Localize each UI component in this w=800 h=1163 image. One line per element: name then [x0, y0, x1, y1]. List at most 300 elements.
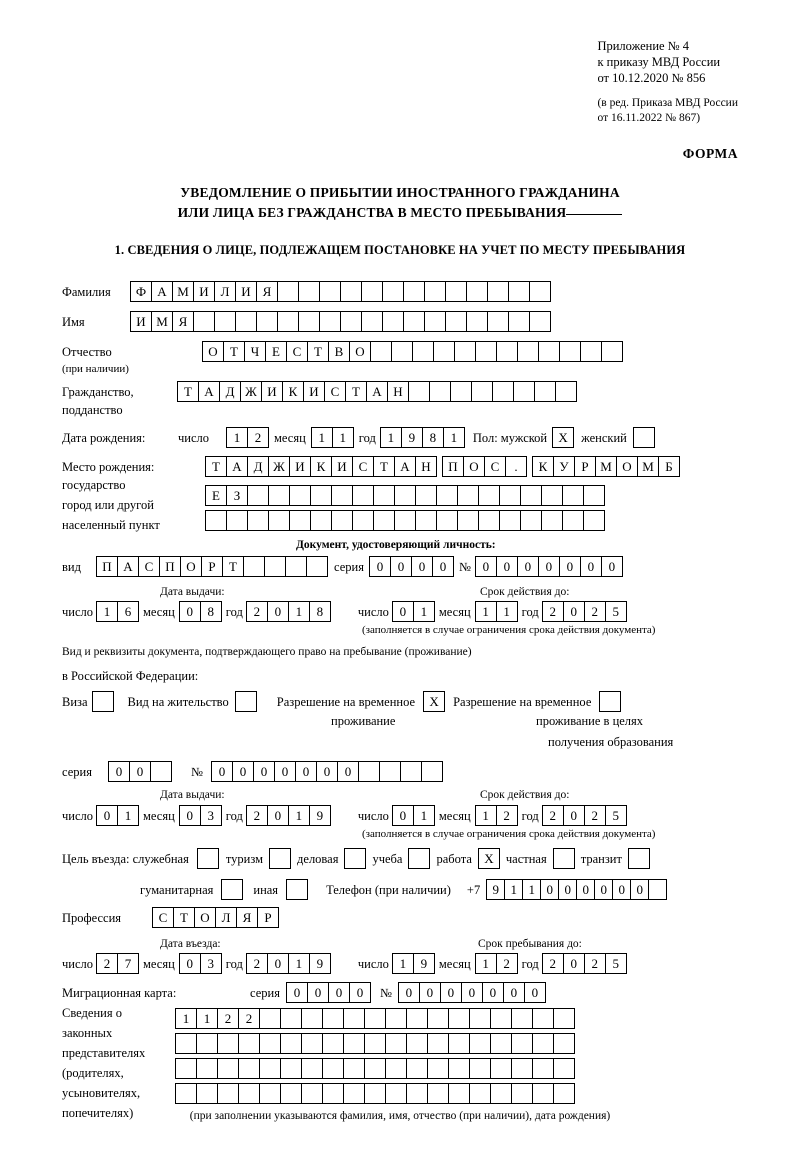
cell[interactable] — [361, 311, 383, 332]
doc-issue-year-input[interactable] — [246, 601, 330, 622]
purpose-service-checkbox[interactable] — [197, 848, 219, 869]
cell[interactable]: 0 — [337, 761, 359, 782]
stay-until-month-input[interactable] — [475, 953, 517, 974]
cell[interactable] — [364, 1033, 386, 1054]
patronymic-input[interactable] — [202, 341, 622, 362]
cell[interactable] — [448, 1058, 470, 1079]
cell[interactable] — [427, 1058, 449, 1079]
cell[interactable]: 0 — [563, 805, 585, 826]
cell[interactable] — [361, 281, 383, 302]
cell[interactable]: Е — [265, 341, 287, 362]
stay-until-day-input[interactable] — [392, 953, 434, 974]
cell[interactable] — [343, 1083, 365, 1104]
cell[interactable]: 0 — [267, 805, 289, 826]
cell[interactable] — [382, 311, 404, 332]
cell[interactable]: 0 — [316, 761, 338, 782]
cell[interactable]: С — [152, 907, 174, 928]
cell[interactable] — [280, 1008, 302, 1029]
cell[interactable]: 1 — [475, 805, 497, 826]
cell[interactable] — [238, 1083, 260, 1104]
cell[interactable]: 0 — [286, 982, 308, 1003]
cell[interactable] — [298, 281, 320, 302]
cell[interactable] — [499, 485, 521, 506]
cell[interactable] — [364, 1058, 386, 1079]
cell[interactable] — [394, 485, 416, 506]
purpose-business-checkbox[interactable] — [344, 848, 366, 869]
cell[interactable]: 0 — [563, 601, 585, 622]
legal-rep-line4-input[interactable] — [175, 1083, 574, 1104]
cell[interactable]: А — [394, 456, 416, 477]
cell[interactable]: 9 — [309, 953, 331, 974]
cell[interactable]: А — [198, 381, 220, 402]
cell[interactable] — [277, 281, 299, 302]
cell[interactable]: И — [235, 281, 257, 302]
cell[interactable]: Р — [201, 556, 223, 577]
cell[interactable]: У — [553, 456, 575, 477]
cell[interactable] — [268, 510, 290, 531]
cell[interactable] — [511, 1008, 533, 1029]
cell[interactable] — [415, 485, 437, 506]
cell[interactable]: Ж — [268, 456, 290, 477]
cell[interactable]: 2 — [238, 1008, 260, 1029]
cell[interactable] — [553, 1083, 575, 1104]
cell[interactable] — [469, 1033, 491, 1054]
cell[interactable] — [469, 1008, 491, 1029]
cell[interactable]: Т — [307, 341, 329, 362]
cell[interactable]: 0 — [538, 556, 560, 577]
cell[interactable]: 0 — [540, 879, 559, 900]
cell[interactable]: К — [282, 381, 304, 402]
cell[interactable]: Ф — [130, 281, 152, 302]
cell[interactable]: Т — [373, 456, 395, 477]
cell[interactable] — [553, 1058, 575, 1079]
cell[interactable] — [541, 510, 563, 531]
cell[interactable]: 1 — [392, 953, 414, 974]
doc-valid-year-input[interactable] — [542, 601, 626, 622]
cell[interactable]: 0 — [129, 761, 151, 782]
cell[interactable]: П — [442, 456, 464, 477]
cell[interactable] — [553, 1033, 575, 1054]
cell[interactable]: Т — [222, 556, 244, 577]
cell[interactable]: Л — [215, 907, 237, 928]
cell[interactable] — [196, 1058, 218, 1079]
cell[interactable]: К — [310, 456, 332, 477]
stay-until-year-input[interactable] — [542, 953, 626, 974]
cell[interactable] — [259, 1033, 281, 1054]
cell[interactable] — [238, 1033, 260, 1054]
cell[interactable] — [319, 311, 341, 332]
cell[interactable]: А — [366, 381, 388, 402]
cell[interactable]: К — [532, 456, 554, 477]
cell[interactable]: 0 — [108, 761, 130, 782]
cell[interactable] — [466, 311, 488, 332]
cell[interactable] — [226, 510, 248, 531]
cell[interactable]: 0 — [411, 556, 433, 577]
name-input[interactable] — [130, 311, 550, 332]
cell[interactable]: Р — [257, 907, 279, 928]
cell[interactable] — [421, 761, 443, 782]
cell[interactable] — [306, 556, 328, 577]
cell[interactable] — [471, 381, 493, 402]
purpose-private-checkbox[interactable] — [553, 848, 575, 869]
cell[interactable]: И — [331, 456, 353, 477]
cell[interactable]: С — [286, 341, 308, 362]
cell[interactable]: 0 — [503, 982, 525, 1003]
cell[interactable] — [492, 381, 514, 402]
cell[interactable] — [289, 485, 311, 506]
purpose-other-checkbox[interactable] — [286, 879, 308, 900]
cell[interactable] — [214, 311, 236, 332]
birth-city-part1-input[interactable] — [442, 456, 526, 477]
cell[interactable] — [268, 485, 290, 506]
stay-issue-year-input[interactable] — [246, 805, 330, 826]
cell[interactable] — [490, 1033, 512, 1054]
sex-female-checkbox[interactable] — [633, 427, 655, 448]
cell[interactable] — [340, 311, 362, 332]
cell[interactable]: 0 — [328, 982, 350, 1003]
stay-valid-day-input[interactable] — [392, 805, 434, 826]
cell[interactable] — [490, 1058, 512, 1079]
cell[interactable] — [406, 1058, 428, 1079]
birth-year-input[interactable] — [380, 427, 464, 448]
phone-input[interactable] — [486, 879, 666, 900]
cell[interactable] — [562, 510, 584, 531]
cell[interactable]: О — [463, 456, 485, 477]
cell[interactable]: 6 — [117, 601, 139, 622]
cell[interactable]: В — [328, 341, 350, 362]
cell[interactable] — [475, 341, 497, 362]
cell[interactable]: 2 — [542, 805, 564, 826]
cell[interactable]: 0 — [419, 982, 441, 1003]
cell[interactable]: 2 — [542, 953, 564, 974]
cell[interactable]: П — [96, 556, 118, 577]
entry-year-input[interactable] — [246, 953, 330, 974]
cell[interactable] — [436, 485, 458, 506]
cell[interactable]: 0 — [558, 879, 577, 900]
cell[interactable] — [331, 510, 353, 531]
cell[interactable]: О — [180, 556, 202, 577]
cell[interactable] — [352, 485, 374, 506]
cell[interactable] — [562, 485, 584, 506]
cell[interactable] — [175, 1033, 197, 1054]
cell[interactable]: 0 — [179, 805, 201, 826]
stay-valid-month-input[interactable] — [475, 805, 517, 826]
cell[interactable] — [427, 1008, 449, 1029]
cell[interactable] — [196, 1033, 218, 1054]
cell[interactable]: 0 — [482, 982, 504, 1003]
cell[interactable] — [256, 311, 278, 332]
cell[interactable]: 2 — [246, 953, 268, 974]
cell[interactable] — [469, 1083, 491, 1104]
cell[interactable]: 0 — [524, 982, 546, 1003]
cell[interactable] — [445, 311, 467, 332]
cell[interactable] — [322, 1058, 344, 1079]
cell[interactable]: 1 — [475, 601, 497, 622]
cell[interactable] — [520, 510, 542, 531]
cell[interactable]: 1 — [96, 601, 118, 622]
cell[interactable] — [301, 1008, 323, 1029]
cell[interactable] — [412, 341, 434, 362]
cell[interactable]: 0 — [517, 556, 539, 577]
cell[interactable]: О — [194, 907, 216, 928]
doc-series-input[interactable] — [369, 556, 453, 577]
cell[interactable]: 1 — [522, 879, 541, 900]
cell[interactable]: 2 — [584, 953, 606, 974]
cell[interactable]: 1 — [413, 601, 435, 622]
cell[interactable]: И — [193, 281, 215, 302]
cell[interactable]: Д — [219, 381, 241, 402]
cell[interactable]: Я — [236, 907, 258, 928]
cell[interactable] — [487, 311, 509, 332]
cell[interactable] — [310, 485, 332, 506]
cell[interactable] — [534, 381, 556, 402]
cell[interactable]: С — [352, 456, 374, 477]
cell[interactable] — [277, 311, 299, 332]
cell[interactable]: 1 — [288, 953, 310, 974]
cell[interactable]: 0 — [232, 761, 254, 782]
cell[interactable]: И — [261, 381, 283, 402]
stay-number-input[interactable] — [211, 761, 442, 782]
cell[interactable]: 3 — [200, 953, 222, 974]
cell[interactable] — [424, 281, 446, 302]
stay-issue-day-input[interactable] — [96, 805, 138, 826]
cell[interactable]: А — [151, 281, 173, 302]
birth-city-part2-input[interactable] — [532, 456, 679, 477]
birth-city-line3-input[interactable] — [205, 510, 604, 531]
doc-valid-day-input[interactable] — [392, 601, 434, 622]
cell[interactable] — [217, 1058, 239, 1079]
cell[interactable] — [343, 1033, 365, 1054]
cell[interactable] — [385, 1083, 407, 1104]
cell[interactable] — [150, 761, 172, 782]
cell[interactable]: 1 — [311, 427, 333, 448]
cell[interactable]: 0 — [630, 879, 649, 900]
cell[interactable] — [448, 1083, 470, 1104]
cell[interactable] — [382, 281, 404, 302]
birth-state-input[interactable] — [205, 456, 436, 477]
migration-number-input[interactable] — [398, 982, 545, 1003]
cell[interactable]: 2 — [246, 805, 268, 826]
cell[interactable] — [499, 510, 521, 531]
cell[interactable]: 0 — [179, 601, 201, 622]
cell[interactable]: 0 — [594, 879, 613, 900]
cell[interactable] — [529, 311, 551, 332]
cell[interactable] — [580, 341, 602, 362]
cell[interactable] — [541, 485, 563, 506]
cell[interactable] — [487, 281, 509, 302]
cell[interactable]: 0 — [267, 601, 289, 622]
stay-series-input[interactable] — [108, 761, 171, 782]
cell[interactable]: 0 — [390, 556, 412, 577]
cell[interactable]: 0 — [253, 761, 275, 782]
cell[interactable]: Л — [214, 281, 236, 302]
purpose-study-checkbox[interactable] — [408, 848, 430, 869]
cell[interactable] — [403, 281, 425, 302]
cell[interactable] — [385, 1008, 407, 1029]
cell[interactable]: Я — [172, 311, 194, 332]
cell[interactable]: 8 — [309, 601, 331, 622]
cell[interactable]: 3 — [200, 805, 222, 826]
visa-checkbox[interactable] — [92, 691, 114, 712]
cell[interactable] — [343, 1008, 365, 1029]
cell[interactable] — [243, 556, 265, 577]
cell[interactable]: . — [505, 456, 527, 477]
cell[interactable]: С — [484, 456, 506, 477]
cell[interactable]: 0 — [295, 761, 317, 782]
stay-issue-month-input[interactable] — [179, 805, 221, 826]
cell[interactable]: Б — [658, 456, 680, 477]
cell[interactable]: Т — [205, 456, 227, 477]
cell[interactable] — [391, 341, 413, 362]
cell[interactable] — [259, 1058, 281, 1079]
doc-number-input[interactable] — [475, 556, 622, 577]
cell[interactable] — [648, 879, 667, 900]
cell[interactable]: С — [324, 381, 346, 402]
cell[interactable] — [450, 381, 472, 402]
cell[interactable]: 2 — [217, 1008, 239, 1029]
cell[interactable]: 9 — [413, 953, 435, 974]
cell[interactable]: 5 — [605, 805, 627, 826]
cell[interactable] — [406, 1083, 428, 1104]
education-residence-checkbox[interactable] — [599, 691, 621, 712]
cell[interactable] — [457, 510, 479, 531]
cell[interactable]: 0 — [179, 953, 201, 974]
cell[interactable]: А — [117, 556, 139, 577]
cell[interactable]: 0 — [580, 556, 602, 577]
cell[interactable]: Т — [345, 381, 367, 402]
cell[interactable] — [532, 1033, 554, 1054]
cell[interactable]: 1 — [380, 427, 402, 448]
cell[interactable]: Т — [177, 381, 199, 402]
cell[interactable] — [340, 281, 362, 302]
cell[interactable]: 9 — [401, 427, 423, 448]
residence-permit-checkbox[interactable] — [235, 691, 257, 712]
cell[interactable] — [301, 1058, 323, 1079]
cell[interactable] — [511, 1058, 533, 1079]
cell[interactable] — [205, 510, 227, 531]
cell[interactable] — [553, 1008, 575, 1029]
cell[interactable]: Н — [415, 456, 437, 477]
cell[interactable] — [298, 311, 320, 332]
cell[interactable]: 0 — [612, 879, 631, 900]
cell[interactable] — [370, 341, 392, 362]
cell[interactable]: Я — [256, 281, 278, 302]
cell[interactable] — [319, 281, 341, 302]
cell[interactable] — [408, 381, 430, 402]
cell[interactable]: 0 — [349, 982, 371, 1003]
cell[interactable]: 1 — [175, 1008, 197, 1029]
cell[interactable]: О — [202, 341, 224, 362]
cell[interactable]: 5 — [605, 601, 627, 622]
migration-series-input[interactable] — [286, 982, 370, 1003]
cell[interactable]: 8 — [200, 601, 222, 622]
cell[interactable] — [532, 1008, 554, 1029]
legal-rep-line1-input[interactable] — [175, 1008, 574, 1029]
entry-month-input[interactable] — [179, 953, 221, 974]
doc-kind-input[interactable] — [96, 556, 327, 577]
cell[interactable]: 0 — [267, 953, 289, 974]
cell[interactable] — [285, 556, 307, 577]
cell[interactable]: 0 — [576, 879, 595, 900]
cell[interactable]: 0 — [392, 601, 414, 622]
cell[interactable] — [513, 381, 535, 402]
cell[interactable] — [532, 1058, 554, 1079]
surname-input[interactable] — [130, 281, 550, 302]
cell[interactable] — [466, 281, 488, 302]
cell[interactable]: 8 — [422, 427, 444, 448]
cell[interactable]: М — [172, 281, 194, 302]
entry-day-input[interactable] — [96, 953, 138, 974]
cell[interactable]: 1 — [226, 427, 248, 448]
cell[interactable]: И — [130, 311, 152, 332]
cell[interactable]: 1 — [443, 427, 465, 448]
cell[interactable]: О — [349, 341, 371, 362]
cell[interactable] — [454, 341, 476, 362]
cell[interactable] — [496, 341, 518, 362]
cell[interactable]: Т — [173, 907, 195, 928]
cell[interactable]: 7 — [117, 953, 139, 974]
profession-input[interactable] — [152, 907, 278, 928]
cell[interactable] — [343, 1058, 365, 1079]
cell[interactable]: 0 — [496, 556, 518, 577]
cell[interactable]: 1 — [496, 601, 518, 622]
cell[interactable] — [532, 1083, 554, 1104]
cell[interactable] — [559, 341, 581, 362]
cell[interactable]: Ч — [244, 341, 266, 362]
cell[interactable]: 0 — [307, 982, 329, 1003]
cell[interactable] — [373, 485, 395, 506]
birth-city-line2-input[interactable] — [205, 485, 604, 506]
cell[interactable]: 0 — [398, 982, 420, 1003]
cell[interactable] — [538, 341, 560, 362]
cell[interactable]: Н — [387, 381, 409, 402]
cell[interactable] — [529, 281, 551, 302]
cell[interactable] — [469, 1058, 491, 1079]
cell[interactable] — [508, 311, 530, 332]
cell[interactable]: Е — [205, 485, 227, 506]
cell[interactable] — [511, 1033, 533, 1054]
cell[interactable] — [429, 381, 451, 402]
cell[interactable]: 0 — [440, 982, 462, 1003]
cell[interactable] — [385, 1033, 407, 1054]
cell[interactable]: 0 — [211, 761, 233, 782]
sex-male-checkbox[interactable]: X — [552, 427, 574, 448]
cell[interactable]: 1 — [413, 805, 435, 826]
cell[interactable]: Ж — [240, 381, 262, 402]
cell[interactable] — [400, 761, 422, 782]
cell[interactable]: 0 — [601, 556, 623, 577]
cell[interactable]: 1 — [288, 805, 310, 826]
cell[interactable] — [364, 1008, 386, 1029]
cell[interactable]: С — [138, 556, 160, 577]
cell[interactable]: 9 — [309, 805, 331, 826]
cell[interactable]: 1 — [117, 805, 139, 826]
cell[interactable] — [415, 510, 437, 531]
cell[interactable]: Т — [223, 341, 245, 362]
cell[interactable] — [247, 510, 269, 531]
birth-day-input[interactable] — [226, 427, 268, 448]
cell[interactable] — [478, 510, 500, 531]
cell[interactable] — [217, 1083, 239, 1104]
cell[interactable]: 0 — [432, 556, 454, 577]
cell[interactable]: 0 — [563, 953, 585, 974]
cell[interactable]: И — [303, 381, 325, 402]
purpose-work-checkbox[interactable]: X — [478, 848, 500, 869]
cell[interactable] — [436, 510, 458, 531]
cell[interactable]: 1 — [504, 879, 523, 900]
cell[interactable] — [379, 761, 401, 782]
cell[interactable] — [352, 510, 374, 531]
